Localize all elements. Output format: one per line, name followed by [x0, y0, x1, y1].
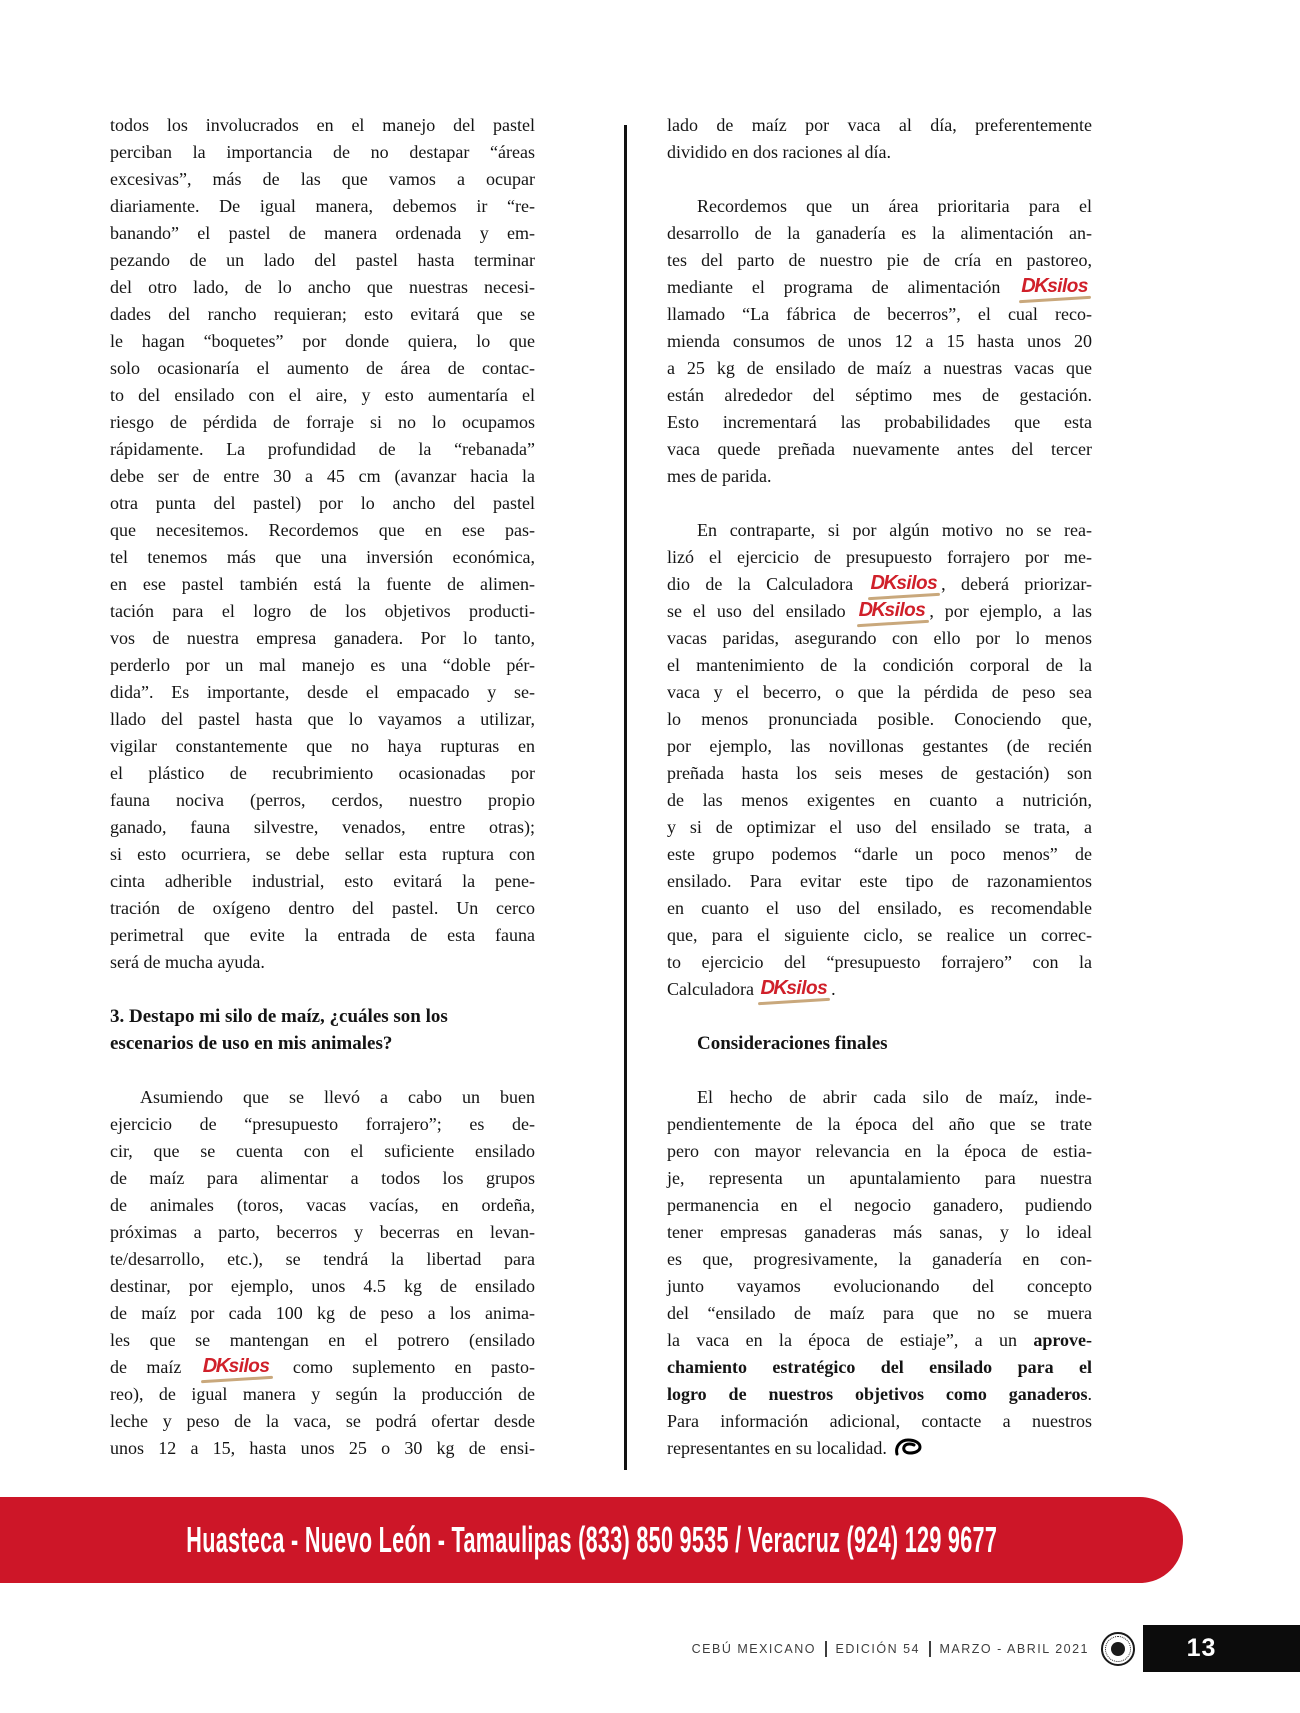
text-line: Recordemos que un área prioritaria para el	[697, 196, 1092, 216]
text-line: perderlo por un mal manejo es una “doble pér-	[110, 655, 535, 675]
text-line: mediante el programa de alimentación DKsilos	[667, 275, 1088, 297]
text-line: a 25 kg de ensilado de maíz a nuestras vacas que	[667, 358, 1092, 378]
text-line: to ejercicio del “presupuesto forrajero” con la	[667, 952, 1092, 972]
text-line: ensilado. Para evitar este tipo de razonamientos	[667, 871, 1092, 891]
text-line: del “ensilado de maíz para que no se muera	[667, 1303, 1092, 1323]
dksilos-logo: DKsilos	[202, 1355, 270, 1377]
text-line: diariamente. De igual manera, debemos ir “re-	[110, 196, 535, 216]
text-line: chamiento estratégico del ensilado para el	[667, 1357, 1092, 1377]
section-heading-line: Consideraciones finales	[697, 1033, 888, 1054]
footer-edition: EDICIÓN 54	[835, 1641, 920, 1656]
text-line: el mantenimiento de la condición corporal de la	[667, 655, 1092, 675]
text-line: por ejemplo, las novillonas gestantes (de recién	[667, 736, 1092, 756]
text-line: pero con mayor relevancia en la época de estia-	[667, 1141, 1092, 1161]
footer-meta	[692, 1641, 1089, 1657]
text-line: perciban la importancia de no destapar “áreas	[110, 142, 535, 162]
text-line: tel tenemos más que una inversión económica,	[110, 547, 535, 567]
text-line: pezando de un lado del pastel hasta terminar	[110, 250, 535, 270]
text-line: y si de optimizar el uso del ensilado se trata, a	[667, 817, 1092, 837]
text-line: vos de nuestra empresa ganadera. Por lo tanto,	[110, 628, 535, 648]
dksilos-logo: DKsilos	[858, 599, 926, 621]
text-line: je, representa un apuntalamiento para nuestra	[667, 1168, 1092, 1188]
text-line: Esto incrementará las probabilidades que esta	[667, 412, 1092, 432]
text-line: reo), de igual manera y según la producción de	[110, 1384, 535, 1404]
text-line: vacas paridas, asegurando con ello por lo menos	[667, 628, 1092, 648]
text-line: llamado “La fábrica de becerros”, el cual reco-	[667, 304, 1092, 324]
contact-banner	[0, 1497, 1183, 1583]
paragraph-gap	[110, 976, 535, 1003]
text-line: cinta adherible industrial, esto evitará la pene-	[110, 871, 535, 891]
text-line: de las menos exigentes en cuanto a nutrición,	[667, 790, 1092, 810]
text-line: Para información adicional, contacte a nuestros	[667, 1411, 1092, 1431]
paragraph-gap	[667, 166, 1092, 193]
text-line: ejercicio de “presupuesto forrajero”; es de-	[110, 1114, 535, 1134]
column-divider	[624, 125, 627, 1470]
text-line: vaca y el becerro, o que la pérdida de peso sea	[667, 682, 1092, 702]
text-line: El hecho de abrir cada silo de maíz, inde-	[697, 1087, 1092, 1107]
text-line: será de mucha ayuda.	[110, 952, 265, 972]
page-footer	[0, 1625, 1300, 1672]
text-line: lo menos pronunciada posible. Conociendo que,	[667, 709, 1092, 729]
text-line: debe ser de entre 30 a 45 cm (avanzar hacia la	[110, 466, 535, 486]
text-line: destinar, por ejemplo, unos 4.5 kg de ensilado	[110, 1276, 535, 1296]
text-line: logro de nuestros objetivos como ganaderos.	[667, 1384, 1092, 1404]
text-line: fauna nociva (perros, cerdos, nuestro propio	[110, 790, 535, 810]
dksilos-logo: DKsilos	[760, 977, 828, 999]
page-number-box	[1143, 1625, 1300, 1672]
text-line: dida”. Es importante, desde el empacado y se-	[110, 682, 535, 702]
section-heading-line: 3. Destapo mi silo de maíz, ¿cuáles son los	[110, 1006, 448, 1027]
text-line: to del ensilado con el aire, y esto aumentaría el	[110, 385, 535, 405]
text-line: tes del parto de nuestro pie de cría en pastoreo,	[667, 250, 1092, 270]
paragraph-gap	[667, 1057, 1092, 1084]
right-column	[667, 112, 1092, 1462]
text-line: es que, progresivamente, la ganadería en con-	[667, 1249, 1092, 1269]
text-line: preñada hasta los seis meses de gestación) son	[667, 763, 1092, 783]
text-line: si esto ocurriera, se debe sellar esta ruptura con	[110, 844, 535, 864]
text-line: de maíz DKsilos como suplemento en pasto-	[110, 1355, 535, 1377]
text-line: ganado, fauna silvestre, venados, entre otras);	[110, 817, 535, 837]
text-line: dades del rancho requieran; esto evitará que se	[110, 304, 535, 324]
text-line: de maíz para alimentar a todos los grupos	[110, 1168, 535, 1188]
text-line: unos 12 a 15, hasta unos 25 o 30 kg de ensi-	[110, 1438, 535, 1458]
text-line: leche y peso de la vaca, se podrá ofertar desde	[110, 1411, 535, 1431]
text-line: le hagan “boquetes” por donde quiera, lo que	[110, 331, 535, 351]
text-line: mienda consumos de unos 12 a 15 hasta unos 20	[667, 331, 1092, 351]
text-line: este grupo podemos “darle un poco menos” de	[667, 844, 1092, 864]
text-line: del otro lado, de lo ancho que nuestras necesi-	[110, 277, 535, 297]
text-line: desarrollo de la ganadería es la alimentación an-	[667, 223, 1092, 243]
text-line: lado de maíz por vaca al día, preferentemente	[667, 115, 1092, 135]
text-line: vaca quede preñada nuevamente antes del tercer	[667, 439, 1092, 459]
text-line: excesivas”, más de las que vamos a ocupar	[110, 169, 535, 189]
text-line: mes de parida.	[667, 466, 772, 486]
text-line: lizó el ejercicio de presupuesto forrajero por me-	[667, 547, 1092, 567]
text-line: pendientemente de la época del año que se trate	[667, 1114, 1092, 1134]
paragraph-gap	[110, 1057, 535, 1084]
left-column	[110, 112, 535, 1462]
paragraph-gap	[667, 490, 1092, 517]
text-line: riesgo de pérdida de forraje si no lo ocupamos	[110, 412, 535, 432]
page-number: 13	[1186, 1634, 1217, 1662]
text-line: que, para el siguiente ciclo, se realice un correc-	[667, 925, 1092, 945]
text-line: tación para el logro de los objetivos producti-	[110, 601, 535, 621]
paragraph-gap	[667, 1003, 1092, 1030]
text-line: junto vayamos evolucionando del concepto	[667, 1276, 1092, 1296]
text-line: Asumiendo que se llevó a cabo un buen	[140, 1087, 535, 1107]
dksilos-logo: DKsilos	[1021, 275, 1088, 297]
text-line: te/desarrollo, etc.), se tendrá la libertad para	[110, 1249, 535, 1269]
text-line: otra punta del pastel) por lo ancho del pastel	[110, 493, 535, 513]
text-line: se el uso del ensilado DKsilos , por ejemplo, a las	[667, 599, 1092, 621]
footer-magazine-title: CEBÚ MEXICANO	[691, 1641, 817, 1656]
footer-separator	[929, 1641, 931, 1657]
text-line: el plástico de recubrimiento ocasionadas por	[110, 763, 535, 783]
text-line: banando” el pastel de manera ordenada y em-	[110, 223, 535, 243]
text-line: en ese pastel también está la fuente de alimen-	[110, 574, 535, 594]
dksilos-logo: DKsilos	[870, 572, 938, 594]
text-line: representantes en su localidad.	[667, 1435, 1092, 1462]
cebu-emblem-icon	[1101, 1632, 1135, 1666]
text-line: les que se mantengan en el potrero (ensilado	[110, 1330, 535, 1350]
text-line: dio de la Calculadora DKsilos , deberá priorizar-	[667, 572, 1092, 594]
text-line: cir, que se cuenta con el suficiente ensilado	[110, 1141, 535, 1161]
text-line: están alrededor del séptimo mes de gestación.	[667, 385, 1092, 405]
text-line: de maíz por cada 100 kg de peso a los anima-	[110, 1303, 535, 1323]
text-line: solo ocasionaría el aumento de área de contac-	[110, 358, 535, 378]
text-line: llado del pastel hasta que lo vayamos a utilizar,	[110, 709, 535, 729]
text-line: todos los involucrados en el manejo del pastel	[110, 115, 535, 135]
footer-date: MARZO - ABRIL 2021	[939, 1641, 1089, 1656]
text-line: tener empresas ganaderas más sanas, y lo ideal	[667, 1222, 1092, 1242]
text-line: próximas a parto, becerros y becerras en levan-	[110, 1222, 535, 1242]
text-line: En contraparte, si por algún motivo no se rea-	[697, 520, 1092, 540]
end-mark-icon	[895, 1437, 922, 1464]
text-line: vigilar constantemente que no haya rupturas en	[110, 736, 535, 756]
text-line: permanencia en el negocio ganadero, pudiendo	[667, 1195, 1092, 1215]
text-line: rápidamente. La profundidad de la “rebanada”	[110, 439, 535, 459]
text-line: la vaca en la época de estiaje”, a un aprove-	[667, 1330, 1092, 1350]
text-line: tración de oxígeno dentro del pastel. Un cerco	[110, 898, 535, 918]
text-line: perimetral que evite la entrada de esta fauna	[110, 925, 535, 945]
section-heading-line: escenarios de uso en mis animales?	[110, 1033, 393, 1054]
text-line: que necesitemos. Recordemos que en ese pas-	[110, 520, 535, 540]
banner-text: Huasteca - Nuevo León - Tamaulipas (833) 850 9535 / Veracruz (924) 129 9677	[186, 1519, 997, 1560]
text-line: en cuanto el uso del ensilado, es recomendable	[667, 898, 1092, 918]
text-line: Calculadora DKsilos .	[667, 977, 836, 999]
text-line: dividido en dos raciones al día.	[667, 142, 891, 162]
footer-separator	[825, 1641, 827, 1657]
text-line: de animales (toros, vacas vacías, en ordeña,	[110, 1195, 535, 1215]
